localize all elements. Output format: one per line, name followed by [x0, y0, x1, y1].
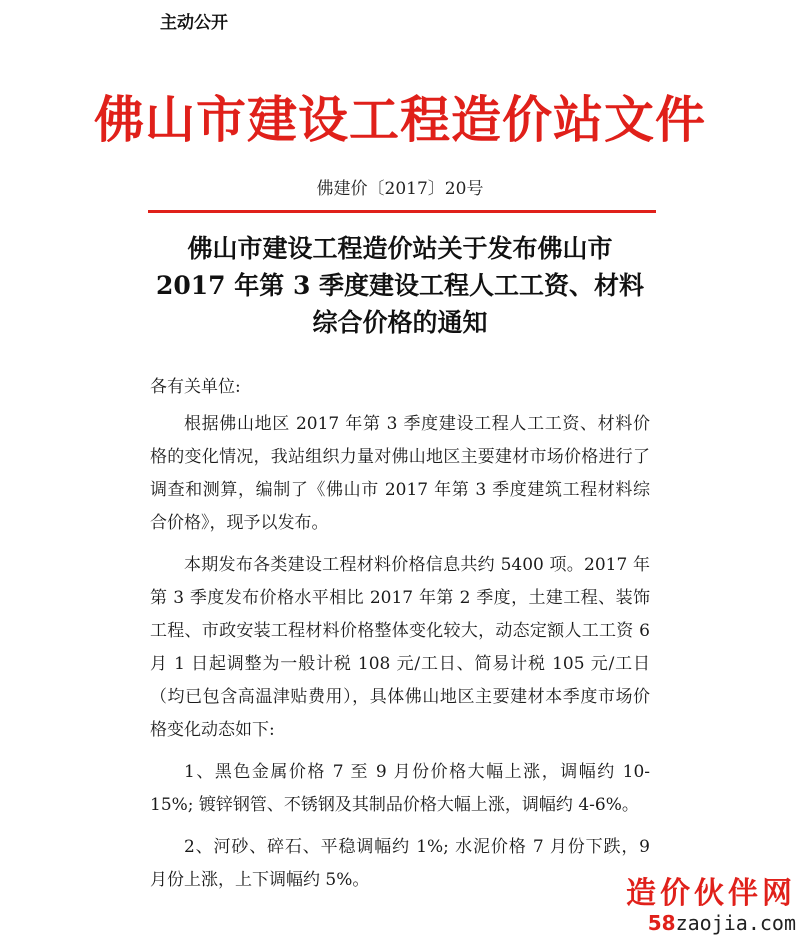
paragraph-item-1: 1、黑色金属价格 7 至 9 月份价格大幅上涨，调幅约 10-15%; 镀锌钢管、不锈钢及其制品价格大幅上涨，调幅约 4-6%。: [150, 762, 650, 815]
watermark-url: [626, 911, 796, 935]
issuing-org-title: 佛山市建设工程造价站文件: [94, 91, 706, 149]
disclosure-label: 主动公开: [160, 13, 228, 33]
watermark-url-rest: zaojia.com: [675, 911, 796, 935]
notice-title: [0, 230, 800, 341]
watermark-brand: 造价伙伴网: [626, 876, 796, 911]
body-text: [150, 408, 650, 906]
paragraph-intro: 根据佛山地区 2017 年第 3 季度建设工程人工工资、材料价格的变化情况，我站组织力量对佛山地区主要建材市场价格进行了调查和测算，编制了《佛山市 2017 年第 3 季度建筑工程材料综合价格》，现予以发布。: [150, 414, 650, 533]
watermark-url-prefix: 58: [647, 911, 676, 935]
paragraph-item-2: 2、河砂、碎石、平稳调幅约 1%; 水泥价格 7 月份下跌，9 月份上涨，上下调幅约 5%。: [150, 837, 650, 890]
paragraph-summary: 本期发布各类建设工程材料价格信息共约 5400 项。2017 年第 3 季度发布价格水平相比 2017 年第 2 季度，土建工程、装饰工程、市政安装工程材料价格整体变化较大，动态定额人工工资 6 月 1 日起调整为一般计税 108 元/工日、简易计税 105 元/工日（均已包含高温津贴费用），具体佛山地区主要建材本季度市场价格变化动态如下:: [150, 555, 650, 740]
red-divider: [148, 210, 656, 213]
notice-title-line-1: 佛山市建设工程造价站关于发布佛山市: [187, 234, 613, 263]
addressee: 各有关单位:: [150, 377, 241, 397]
notice-title-line-2: 2017 年第 3 季度建设工程人工工资、材料: [155, 271, 645, 300]
notice-title-line-3: 综合价格的通知: [312, 308, 488, 337]
document-number: 佛建价〔2017〕20号: [316, 179, 484, 199]
site-watermark: [626, 877, 796, 935]
